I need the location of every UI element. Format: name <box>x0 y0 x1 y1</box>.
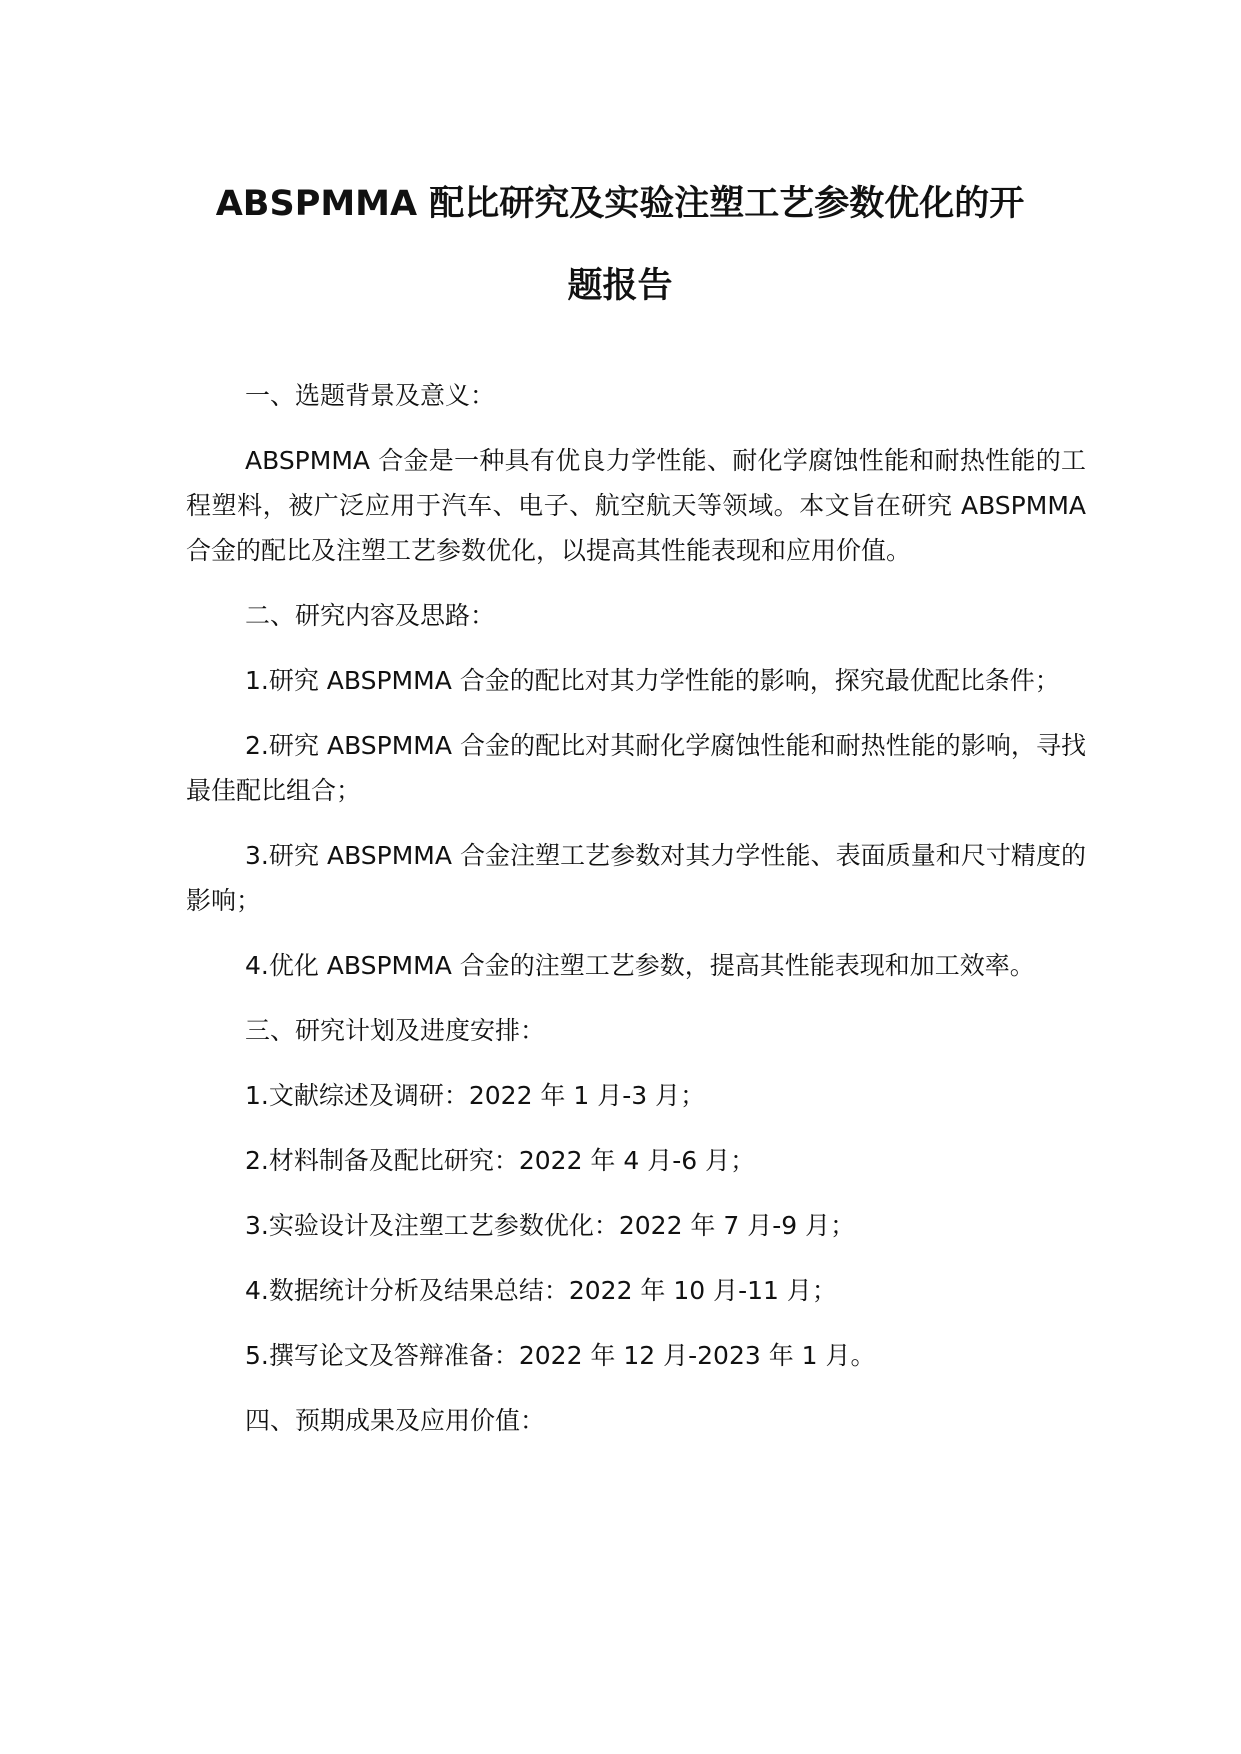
section-heading-schedule: 三、研究计划及进度安排： <box>245 1016 546 1045</box>
document-title-line-2: 题报告 <box>567 266 673 306</box>
paragraph-background: ABSPMMA 合金是一种具有优良力学性能、耐化学腐蚀性能和耐热性能的工程塑料，被广泛应用于汽车、电子、航空航天等领域。本文旨在研究 ABSPMMA 合金的配比及注塑工艺参数优化，以提高其性能表现和应用价值。 <box>186 446 1086 565</box>
list-item-schedule-2: 2.材料制备及配比研究：2022 年 4 月-6 月； <box>245 1146 756 1175</box>
list-item-content-2: 2.研究 ABSPMMA 合金的配比对其耐化学腐蚀性能和耐热性能的影响，寻找最佳配比组合； <box>186 731 1086 805</box>
section-heading-background: 一、选题背景及意义： <box>245 381 496 410</box>
list-item-content-3: 3.研究 ABSPMMA 合金注塑工艺参数对其力学性能、表面质量和尺寸精度的影响； <box>186 841 1086 915</box>
list-item-schedule-1: 1.文献综述及调研：2022 年 1 月-3 月； <box>245 1081 706 1110</box>
document-title-line-1: ABSPMMA 配比研究及实验注塑工艺参数优化的开 <box>215 184 1025 224</box>
document-body <box>186 373 1086 1463</box>
list-item-content-4: 4.优化 ABSPMMA 合金的注塑工艺参数，提高其性能表现和加工效率。 <box>245 951 1035 980</box>
section-heading-outcomes: 四、预期成果及应用价值： <box>245 1406 546 1435</box>
list-item-content-1: 1.研究 ABSPMMA 合金的配比对其力学性能的影响，探究最优配比条件； <box>245 666 1060 695</box>
section-heading-content: 二、研究内容及思路： <box>245 601 496 630</box>
list-item-schedule-5: 5.撰写论文及答辩准备：2022 年 12 月-2023 年 1 月。 <box>245 1341 876 1370</box>
list-item-schedule-3: 3.实验设计及注塑工艺参数优化：2022 年 7 月-9 月； <box>245 1211 856 1240</box>
list-item-schedule-4: 4.数据统计分析及结果总结：2022 年 10 月-11 月； <box>245 1276 837 1305</box>
